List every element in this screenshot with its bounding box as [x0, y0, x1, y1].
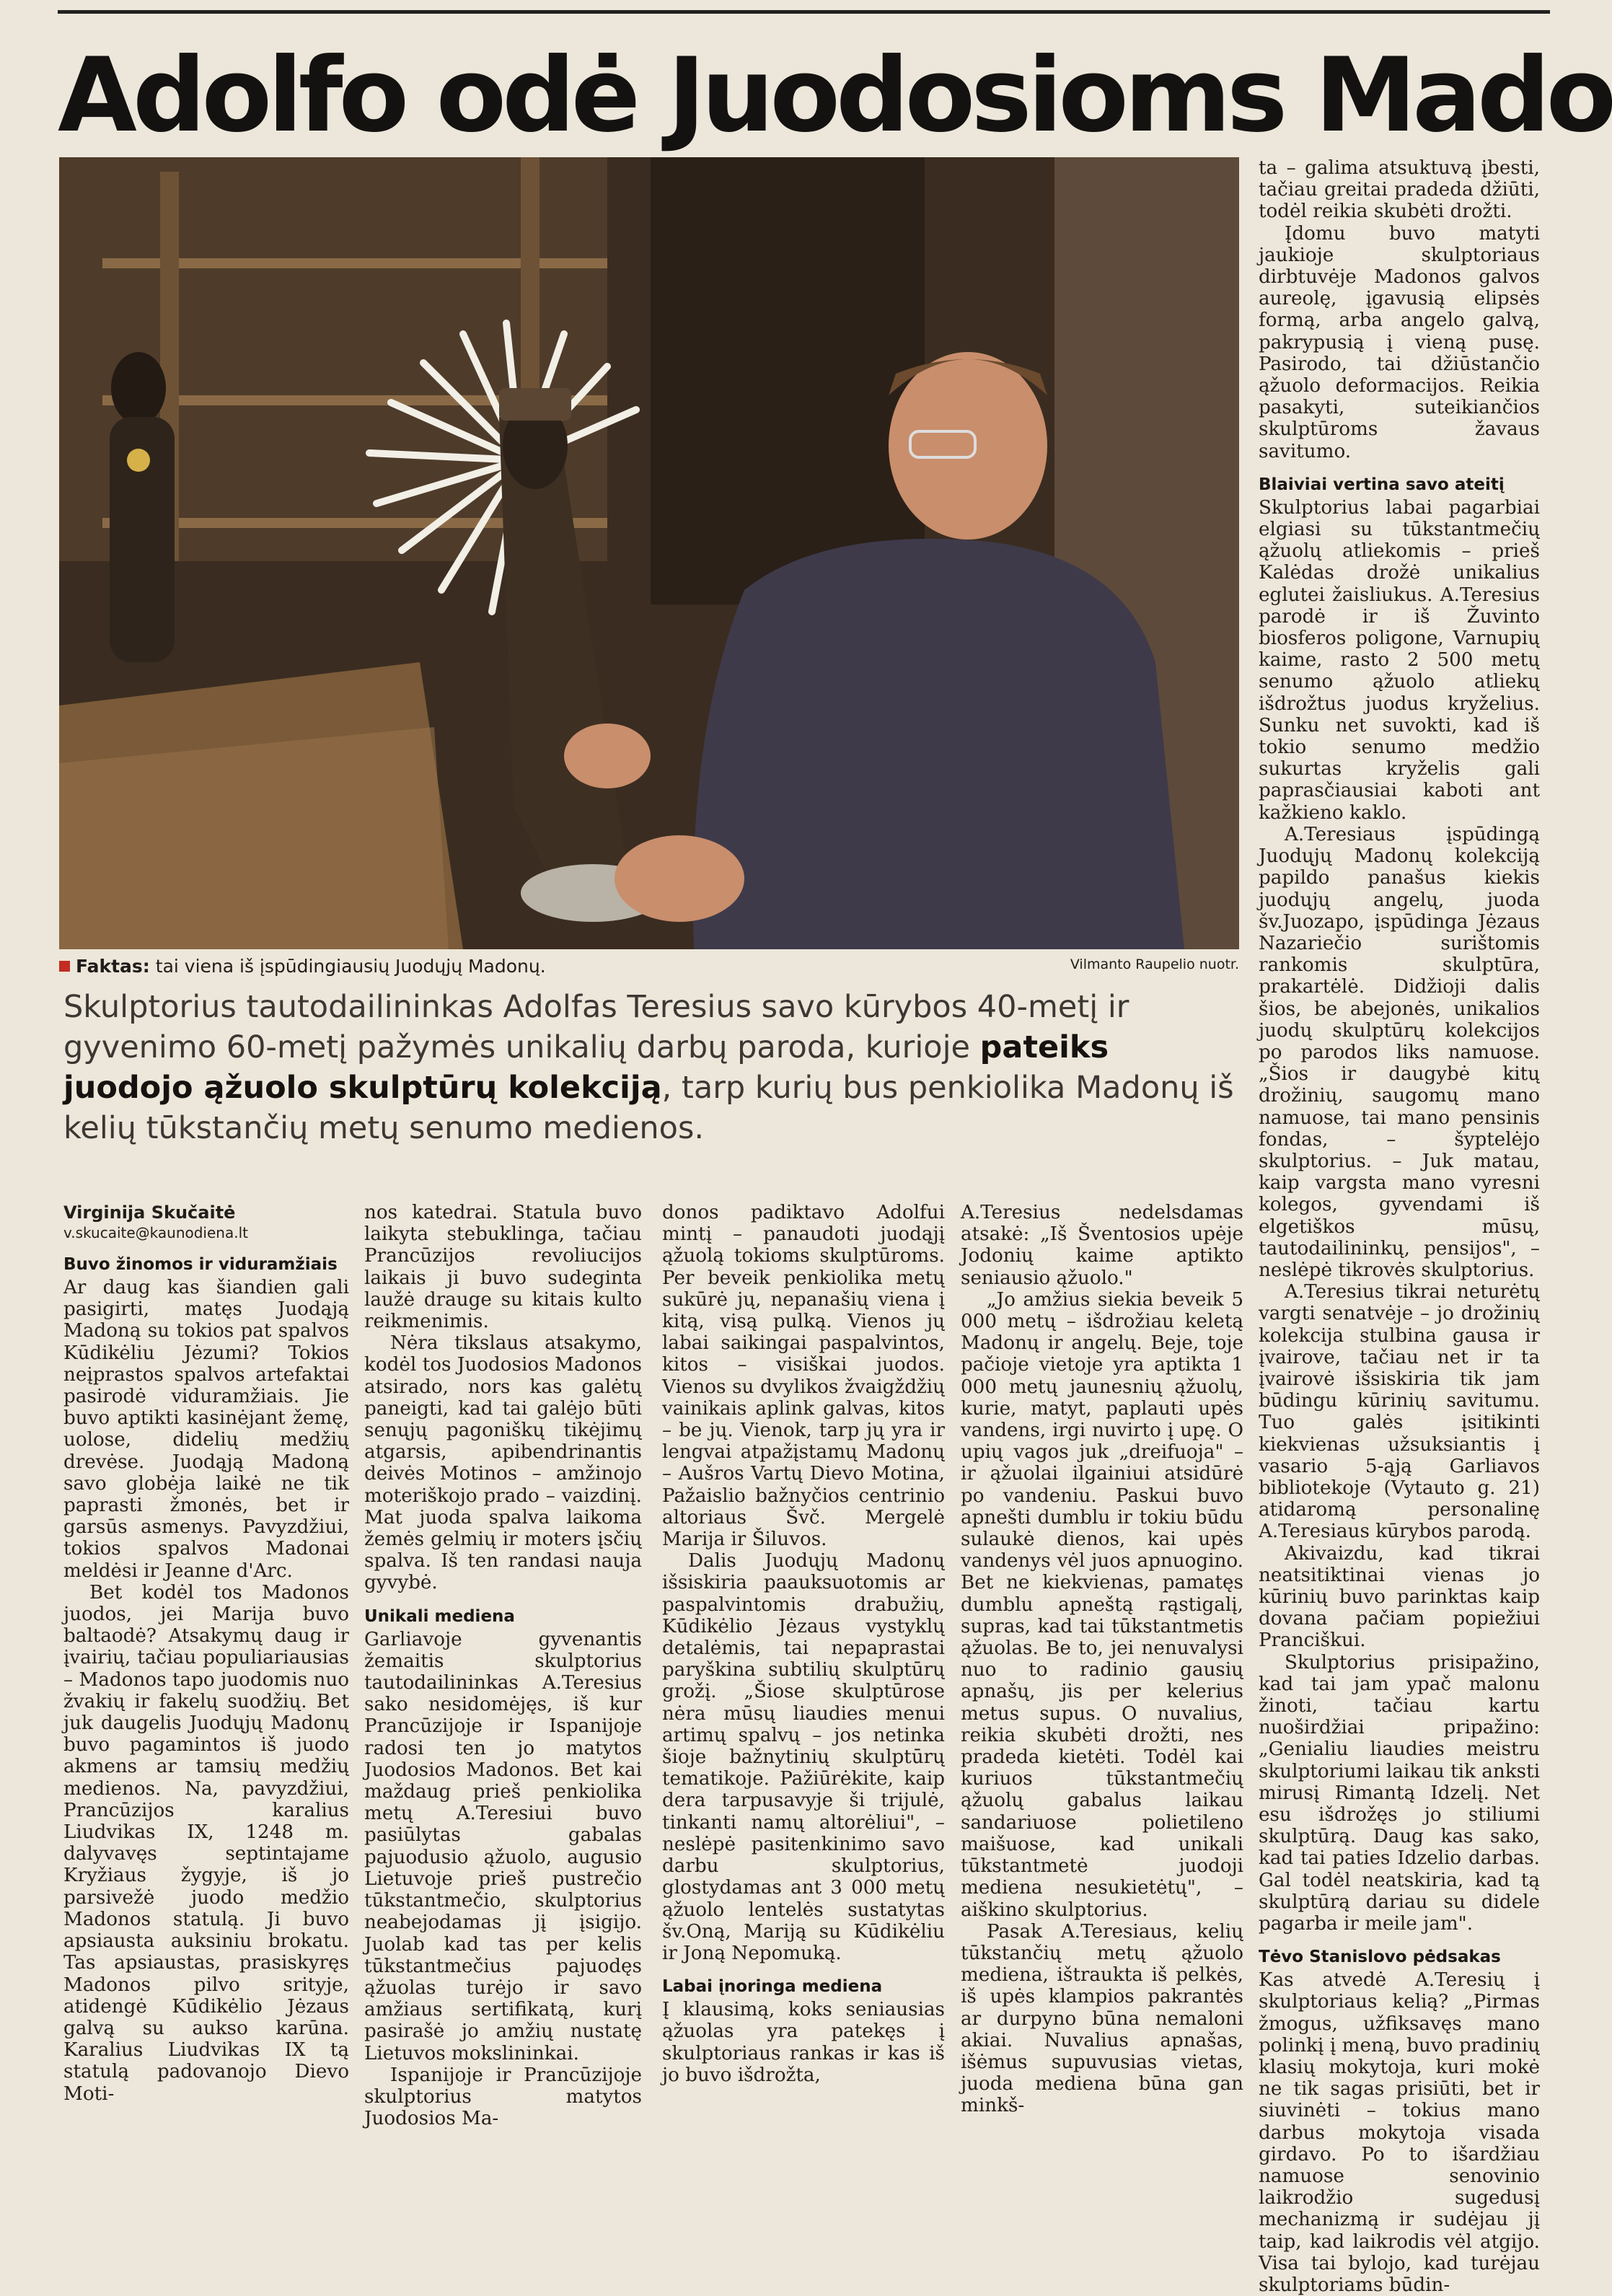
column-3: [662, 1202, 945, 2086]
paragraph: nos katedrai. Statula buvo laikyta stebuklinga, tačiau Prancūzijos revoliucijos laikais ji buvo sudeginta laužė drauge su kitais kulto reikmenimis.: [364, 1202, 642, 1333]
caption-text: tai viena iš įspūdingiausių Juodųjų Madonų.: [155, 956, 546, 977]
lead-bold: pateiks juodojo ąžuolo skulptūrų kolekciją: [63, 1029, 1109, 1106]
top-rule: [58, 10, 1550, 14]
paragraph: Skulptorius prisipažino, kad tai jam ypač malonu žinoti, tačiau kartu nuoširdžiai pripažino: „Genialiu liaudies meistru skulptoriumi laikau tik anksti mirusį Rimantą Idzelį. Net esu išdrožęs jo stiliumi skulptūrą. Daug kas sako, kad tai paties Idzelio darbas. Gal todėl neatskiria, kad tą skulptūrą dariau su didele pagarba ir meile jam".: [1259, 1651, 1540, 1935]
paragraph: Į klausimą, koks seniausias ąžuolas yra patekęs į skulptoriaus rankas ir kas iš jo buvo išdrožta,: [662, 1999, 945, 2086]
photo-credit: Vilmanto Raupelio nuotr.: [1070, 956, 1239, 972]
paragraph: Bet kodėl tos Madonos juodos, jei Marija buvo baltaodė? Atsakymų daug ir įvairių, tačiau populiariausias – Madonos tapo juodomis nuo žvakių ir fakelų suodžių. Bet juk daugelis Juodųjų Madonų buvo pagamintos iš juodo akmens ar tamsių medžių medienos. Na, pavyzdžiui, Prancūzijos karalius Liudvikas IX, 1248 m. dalyvavęs septintajame Kryžiaus žygyje, iš jo parsivežė juodo medžio Madonos statulą. Ji buvo apsiausta auksiniu brokatu. Tas apsiaustas, prasiskyręs Madonos pilvo srityje, atidengė Kūdikėlio Jėzaus galvą su aukso karūna. Karalius Liudvikas IX tą statulą padovanojo Dievo Moti-: [63, 1581, 349, 2105]
paragraph: Nėra tikslaus atsakymo, kodėl tos Juodosios Madonos atsirado, nors kas galėtų paneigti, kad tai galėjo būti senųjų pagoniškų tikėjimų atgarsis, apibendrinantis deivės Motinos – amžinojo moteriškojo prado – vaizdinį. Mat juoda spalva laikoma žemės gelmių ir moters įsčių spalva. Iš ten randasi nauja gyvybė.: [364, 1332, 642, 1594]
subheading: Buvo žinomos ir viduramžiais: [63, 1255, 338, 1274]
caption-square-icon: [59, 961, 70, 972]
paragraph: Akivaizdu, kad tikrai neatsitiktinai vienas jo kūrinių buvo parinktas kaip dovana pačiam popiežiui Pranciškui.: [1259, 1542, 1540, 1652]
article-photo: [59, 157, 1239, 949]
paragraph: ta – galima atsuktuvą įbesti, tačiau greitai pradeda džiūti, todėl reikia skubėti drožti.: [1259, 157, 1540, 223]
subheading: Tėvo Stanislovo pėdsakas: [1259, 1948, 1501, 1967]
paragraph: donos padiktavo Adolfui mintį – panaudoti juodąjį ąžuolą tokioms skulptūroms. Per beveik penkiolika metų sukūrė jų, nepanašių vienа į kitą, visą pulką. Vienos jų labai saikingai paspalvintos, kitos – visiškai juodos. Vienos su dvylikos žvaigždžių vainikais aplink galvas, kitos – be jų. Vienok, tarp jų yra ir lengvai atpažįstamų Madonų – Aušros Vartų Dievo Motina, Pažaislio bažnyčios centrinio altoriaus Švč. Mergelė Marija ir Šiluvos.: [662, 1202, 945, 1551]
photo-caption: [59, 954, 546, 980]
paragraph: Įdomu buvo matyti jaukioje skulptoriaus dirbtuvėje Madonos galvos aureolę, įgavusią elipsės formą, arba angelo galvą, pakrypusią į vieną pusę. Pasirodo, tai džiūstančio ąžuolo deformacijos. Reikia pasakyti, suteikiančios skulptūroms žavaus savitumo.: [1259, 222, 1540, 462]
paragraph: Ispanijoje ir Prancūzijoje skulptorius matytos Juodosios Ma-: [364, 2064, 642, 2130]
paragraph: A.Teresius tikrai neturėtų vargti senatvėje – jo drožinių kolekcija stulbina gausa ir įvairove, tačiau net ir ta įvairovė išsiskiria tik jam būdingu kūrinių savitumu. Tuo galės įsitikinti kiekvienas užsuksiantis į vasario 5-ąją Garliavos bibliotekoje (Vytauto g. 21) atidaromą personalinę A.Teresiaus kūrybos parodą.: [1259, 1281, 1540, 1543]
subheading: Blaiviai vertina savo ateitį: [1259, 475, 1505, 494]
paragraph: Kas atvedė A.Teresių į skulptoriaus kelią? „Pirmas žmogus, užfiksavęs mano polinkį į meną, buvo pradinių klasių mokytoja, kuri mokė ne tik sagas prisiūti, bet ir siuvinėti – tokius mano darbus mokytoja visada girdavo. Po to išardžiau namuose senovinio laikrodžio sugedusį mechanizmą ir sudėjau jį taip, kad laikrodis vėl atgijo. Visa tai bylojo, kad turėjau skulptoriams būdin-: [1259, 1969, 1540, 2296]
paragraph: „Jo amžius siekia beveik 5 000 metų – išdrožiau keletą Madonų ir angelų. Beje, toje pačioje vietoje yra aptikta 1 000 metų jaunesnių ąžuolų, kurie, matyt, paplauti upės vandens, irgi nuvirto į upę. O upių vagos juk „dreifuoja" – ir ąžuolai ilgainiui atsidūrė po vandeniu. Paskui buvo apnešti dumblu ir tokiu būdu sulaukė dienos, kai upės vandenys vėl juos apnuogino. Bet ne kiekvienas, pamatęs dumblu apneštą rąstigalį, supras, kad tai tūkstantmetis ąžuolas. Be to, jei nenuvalysi nuo to radinio gausių apnašų, jis per kelerius metus supus. O nuvalius, reikia skubėti drožti, nes pradeda kietėti. Todėl kai kuriuos tūkstantmečių ąžuolų gabalus laikau sandariuose polietileno maišuose, kad unikali tūkstantmetė juodoji mediena nesukietėtų", – aiškino skulptorius.: [961, 1288, 1243, 1921]
paragraph: Pasak A.Teresiaus, kelių tūkstančių metų ąžuolo mediena, ištraukta iš pelkės, iš upės klampios pakrantės ar durpyno būna nemaloni akiai. Nuvalius apnašas, išėmus supuvusias vietas, juoda mediena būna gan minkš-: [961, 1920, 1243, 2117]
headline: Adolfo odė Juodosioms Mado: [58, 36, 1612, 155]
lead-part2: , tarp kurių bus penkiolika Madonų iš kelių tūkstančių metų senumo medienos.: [63, 1070, 1234, 1146]
byline-author: Virginija Skučaitė: [63, 1202, 236, 1223]
paragraph: A.Teresius nedelsdamas atsakė: „Iš Šventosios upėje Jodonių kaime aptikto seniausio ąžuolo.": [961, 1202, 1243, 1289]
photo-caption-row: [59, 954, 1239, 982]
column-2: [364, 1202, 642, 2130]
subheading: Labai įnoringa mediena: [662, 1977, 883, 1997]
caption-label: Faktas:: [76, 956, 150, 977]
paragraph: Ar daug kas šiandien gali pasigirti, matęs Juodąją Madoną su tokios pat spalvos Kūdikėliu Jėzumi? Tokios neįprastos spalvos artefaktai pasirodė viduramžiais. Jie buvo aptikti kasinėjant žemę, uolose, didelių medžių drevėse. Juodąją Madoną savo globėja laikė ne tik paprasti žmonės, bet ir garsūs asmenys. Pavyzdžiui, tokios spalvos Madonai meldėsi ir Jeanne d'Arc.: [63, 1277, 349, 1582]
column-5: [1259, 157, 1540, 2296]
column-1: [63, 1202, 349, 2105]
paragraph: Dalis Juodųjų Madonų išsiskiria paauksuotomis ar paspalvintomis drabužių, Kūdikėlio Jėzaus vystyklų detalėmis, tai nepaprastai paryškina subtilių skulptūrų grožį. „Šiose skulptūrose nėra mūsų liaudies menui artimų spalvų – jos netinka šioje bažnytinių skulptūrų tematikoje. Pažiūrėkite, kaip dera tarpusavyje ši trijulė, tinkanti namų altorėliui", – neslėpė pasitenkinimo savo darbu skulptorius, glostydamas ant 3 000 metų ąžuolo lentelės sustatytas šv.Oną, Mariją su Kūdikėliu ir Joną Nepomuką.: [662, 1550, 945, 1964]
subheading: Unikali mediena: [364, 1606, 515, 1626]
paragraph: A.Teresiaus įspūdingą Juodųjų Madonų kolekciją papildo panašus kiekis juodųjų angelų, juoda šv.Juozapo, įspūdinga Jėzaus Nazariečio surištomis rankomis skulptūra, prakartėlė. Didžioji dalis šios, be abejonės, unikalios juodų skulptūrų kolekcijos po parodos liks namuose. „Šios ir daugybė kitų drožinių, saugomų mano namuose, tai mano pensinis fondas, – šyptelėjo skulptorius. – Juk matau, kaip vargsta mano vyresni kolegos, gyvendami iš elgetiškos mūsų, tautodailininkų, pensijos", – neslėpė tikrovės skulptorius.: [1259, 823, 1540, 1281]
byline-email[interactable]: v.skucaite@kaunodiena.lt: [63, 1224, 248, 1241]
paragraph: Skulptorius labai pagarbiai elgiasi su tūkstantmečių ąžuolų atliekomis – prieš Kalėdas drožė unikalius eglutei žaisliukus. A.Teresius parodė ir iš Žuvinto biosferos poligone, Varnupių kaime, rasto 2 500 metų senumo ąžuolo atliekų išdrožtus juodus kryželius. Sunku net suvokti, kad iš tokio senumo medžio sukurtas kryželis gali paprasčiausiai kaboti ant kažkieno kaklo.: [1259, 496, 1540, 824]
workshop-photo-illustration: [59, 157, 1239, 949]
lead-paragraph: [63, 987, 1246, 1148]
column-4: [961, 1202, 1243, 2117]
lead-part1: Skulptorius tautodailininkas Adolfas Teresius savo kūrybos 40-metį ir gyvenimo 60-metį pažymės unikalių darbų paroda, kurioje: [63, 989, 1129, 1065]
paragraph: Garliavoje gyvenantis žemaitis skulptorius tautodailininkas A.Teresius sako nesidomėjęs, iš kur Prancūzijoje ir Ispanijoje radosi ten jo matytos Juodosios Madonos. Bet kai maždaug prieš penkiolika metų A.Teresiui buvo pasiūlytas gabalas pajuodusio ąžuolo, augusio Lietuvoje prieš pustrečio tūkstantmečio, skulptorius neabejodamas jį įsigijo. Juolab kad tas per kelis tūkstantmečius pajuodęs ąžuolas turėjo ir savo amžiaus sertifikatą, kurį pasirašė jo amžių nustatę Lietuvos mokslininkai.: [364, 1628, 642, 2064]
